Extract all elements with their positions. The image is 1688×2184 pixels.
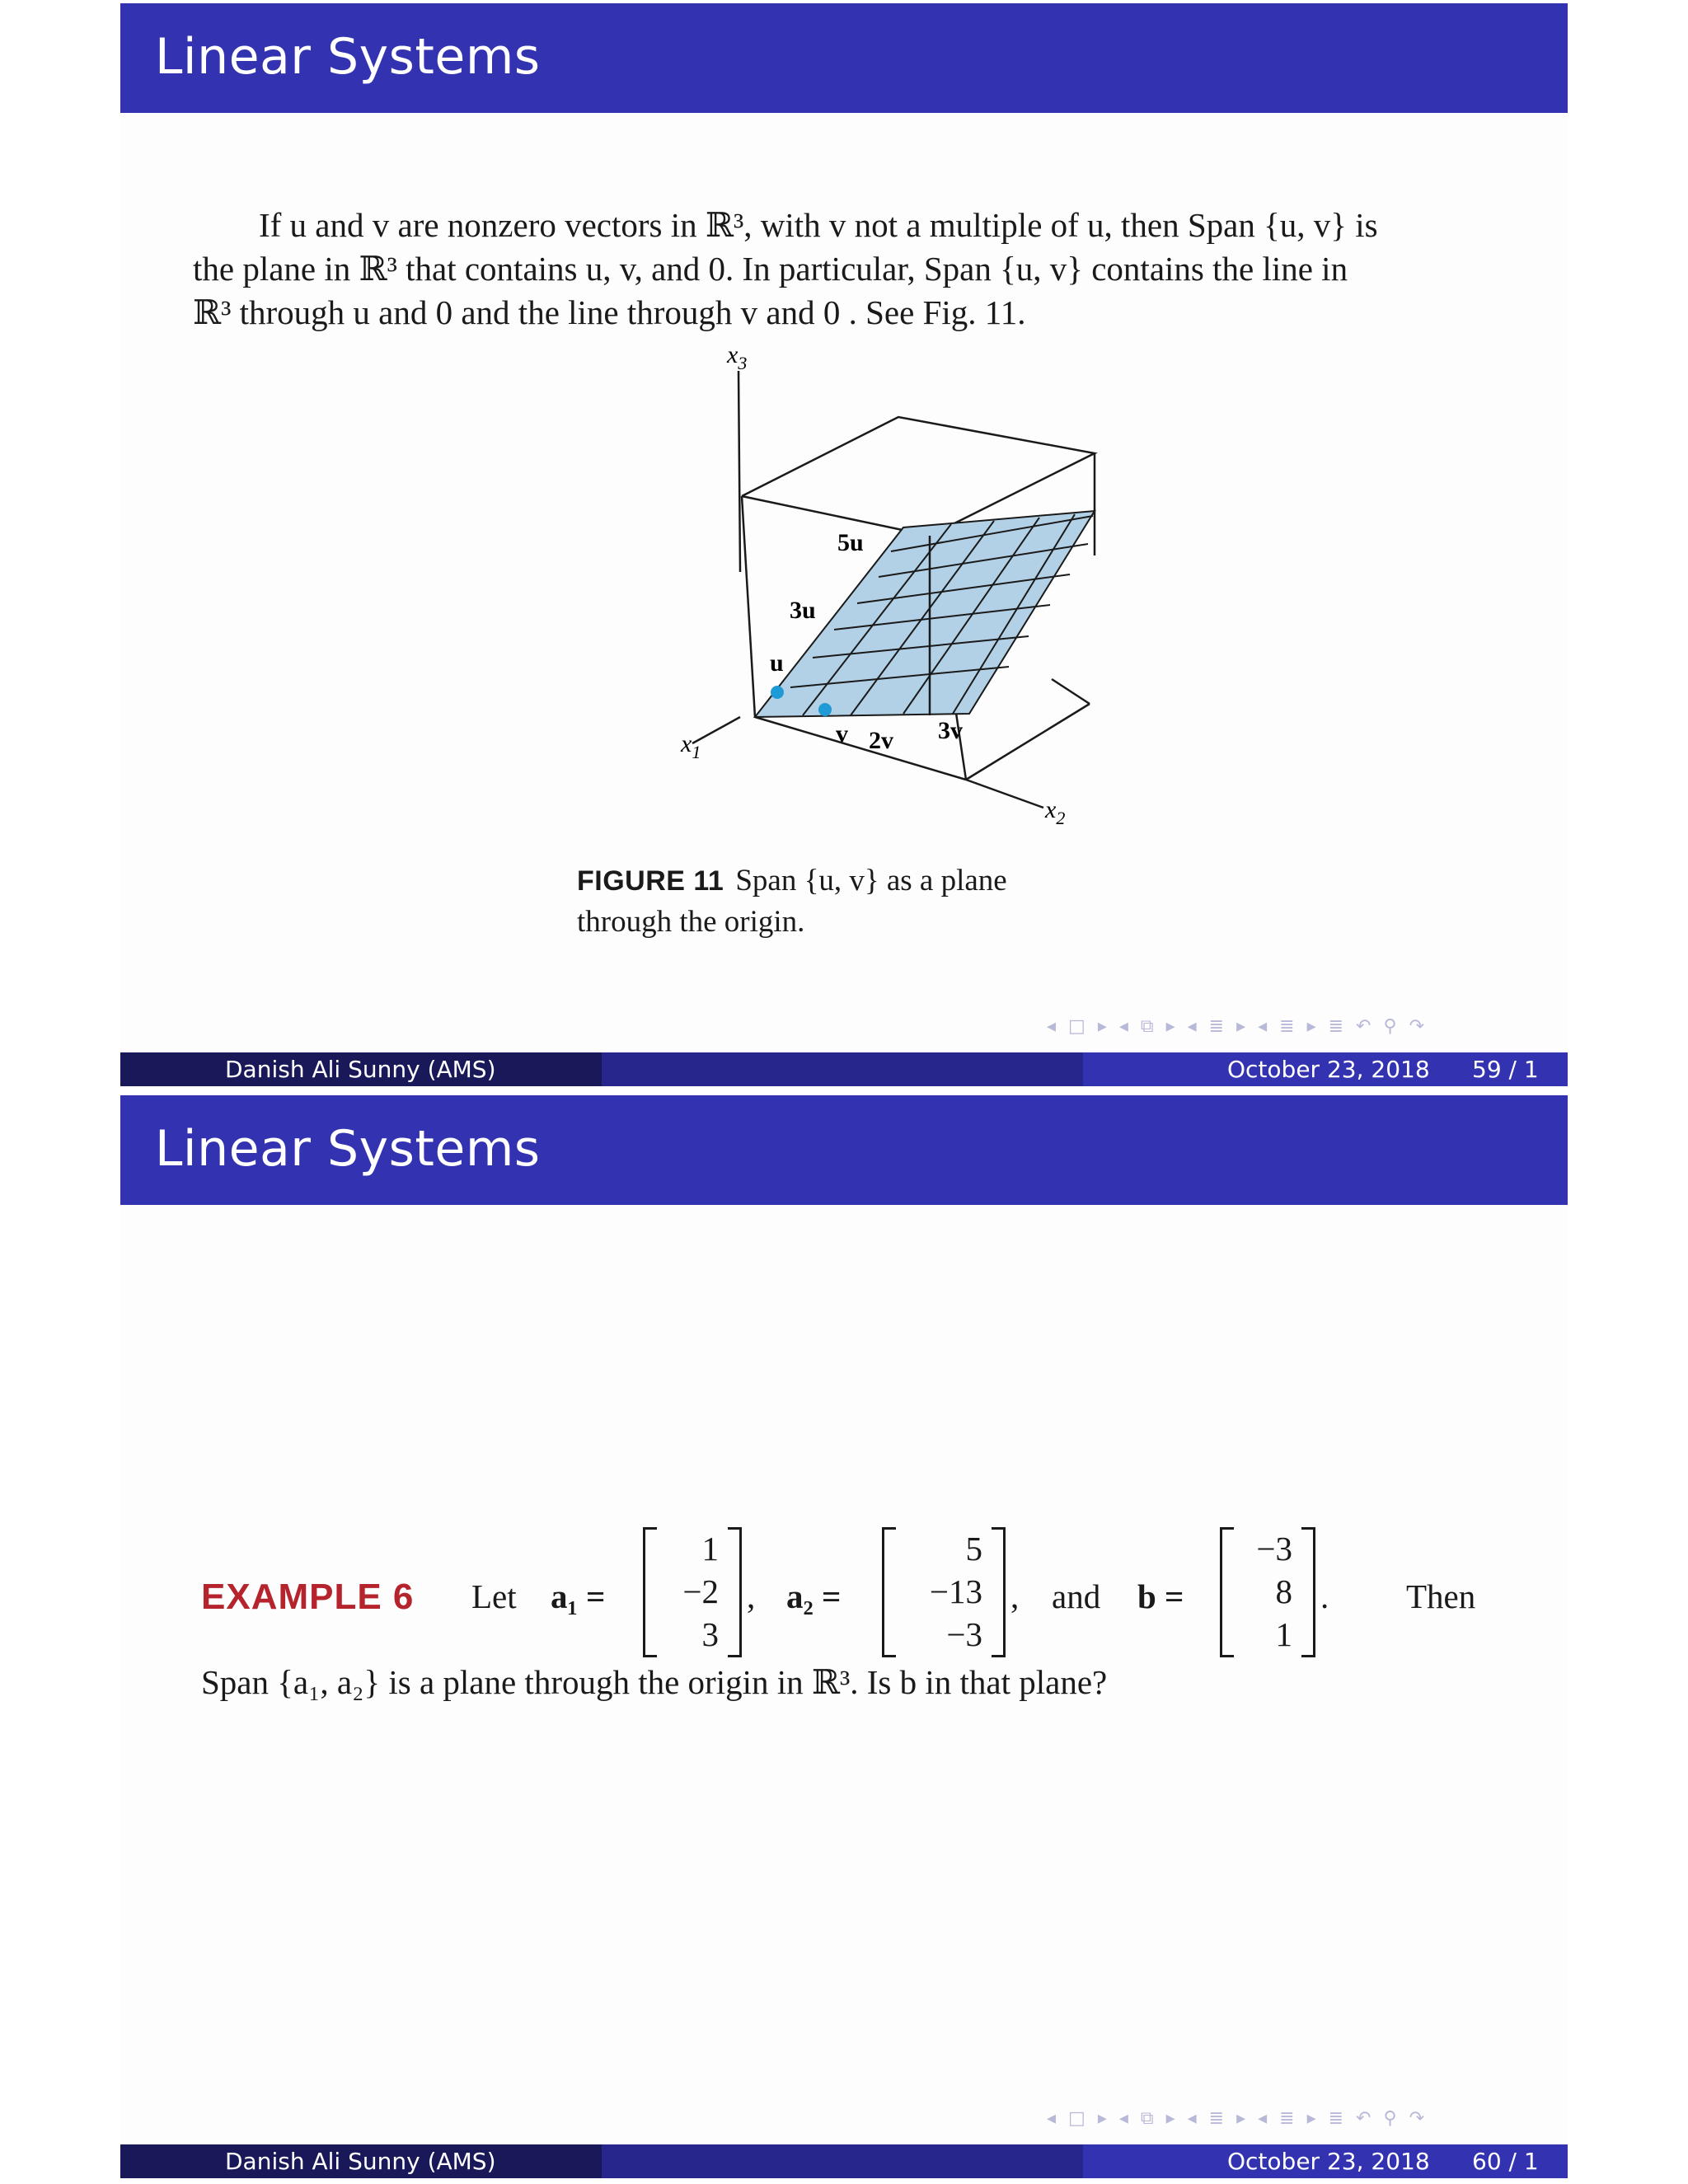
let-word: Let — [471, 1577, 517, 1615]
a2-entry-1: 5 — [965, 1530, 982, 1568]
slide-60 — [120, 1095, 1568, 2181]
beamer-navigation[interactable]: ◂ □ ▸ ◂ ⧉ ▸ ◂ ≣ ▸ ◂ ≣ ▸ ≣ ↶ ⚲ ↷ — [1047, 1016, 1428, 1037]
footer-author-section — [120, 1052, 602, 1086]
slide-title: Linear Systems — [155, 28, 541, 86]
a1-entry-2: −2 — [682, 1572, 719, 1610]
footer-middle-section — [602, 2144, 1083, 2178]
slide-footer — [120, 1052, 1568, 1086]
b-name: b = — [1137, 1577, 1184, 1615]
b-entry-3: 1 — [1275, 1615, 1292, 1653]
x2-label: $x_2$ — [1045, 796, 1066, 828]
footer-author: Danish Ali Sunny (AMS) — [225, 1056, 496, 1083]
b-entry-2: 8 — [1275, 1572, 1292, 1610]
matrix-a1 — [643, 1527, 742, 1656]
label-u: u — [770, 649, 784, 677]
figure-span-plane — [557, 341, 1151, 852]
a2-entry-3: −3 — [946, 1615, 982, 1653]
footer-date: October 23, 2018 — [1227, 1056, 1430, 1083]
footer-middle-section — [602, 1052, 1083, 1086]
label-3v: 3v — [938, 717, 963, 744]
label-2v: 2v — [869, 727, 893, 754]
point-u — [771, 686, 784, 699]
example-label: EXAMPLE 6 — [201, 1577, 415, 1617]
slide-title: Linear Systems — [155, 1120, 541, 1178]
footer-date: October 23, 2018 — [1227, 2148, 1430, 2175]
matrix-b — [1220, 1527, 1315, 1656]
x3-label: $x_3$ — [727, 341, 748, 373]
matrix-a2 — [882, 1527, 1006, 1656]
example-question: Span {a₁, a₂} is a plane through the origin in ℝ³. Is b in that plane? — [201, 1663, 1108, 1701]
footer-author-section — [120, 2144, 602, 2178]
a1-entry-3: 3 — [701, 1615, 719, 1653]
footer-date-section — [1083, 1052, 1568, 1086]
b-entry-1: −3 — [1256, 1530, 1292, 1568]
period: . — [1320, 1577, 1329, 1615]
label-5u: 5u — [837, 529, 864, 556]
plane-diagram — [557, 341, 1151, 852]
footer-date-section — [1083, 2144, 1568, 2178]
body-line-2: the plane in ℝ³ that contains u, v, and 0. In particular, Span {u, v} contains the line in — [193, 250, 1348, 288]
x3-axis — [738, 371, 740, 572]
then-word: Then — [1406, 1577, 1476, 1615]
a2-name: a₂ = — [786, 1577, 842, 1615]
and-word: and — [1052, 1577, 1101, 1615]
body-line-3: ℝ³ through u and 0 and the line through v and 0 . See Fig. 11. — [193, 293, 1026, 331]
figure-caption-label: FIGURE 11 — [577, 865, 724, 897]
footer-page-number: 60 / 1 — [1472, 2148, 1539, 2175]
slide-title-bar — [120, 3, 1568, 113]
x1-label: $x_1$ — [681, 730, 701, 762]
comma-1: , — [747, 1577, 756, 1615]
example-6 — [201, 1527, 1536, 1667]
x1-axis — [692, 717, 740, 743]
footer-page-number: 59 / 1 — [1472, 1056, 1539, 1083]
figure-caption — [577, 860, 1039, 943]
point-v — [818, 703, 832, 716]
a2-entry-2: −13 — [929, 1572, 982, 1610]
slide-footer — [120, 2144, 1568, 2178]
comma-2: , — [1010, 1577, 1020, 1615]
a1-entry-1: 1 — [701, 1530, 719, 1568]
beamer-navigation[interactable]: ◂ □ ▸ ◂ ⧉ ▸ ◂ ≣ ▸ ◂ ≣ ▸ ≣ ↶ ⚲ ↷ — [1047, 2108, 1428, 2129]
label-3u: 3u — [790, 597, 816, 624]
footer-author: Danish Ali Sunny (AMS) — [225, 2148, 496, 2175]
x2-axis — [966, 780, 1043, 808]
figure-caption-text: Span {u, v} as a plane through the origin. — [577, 864, 1007, 939]
slide-title-bar — [120, 1095, 1568, 1205]
slide-59 — [120, 3, 1568, 1089]
body-paragraph — [193, 204, 1483, 335]
label-v: v — [836, 720, 848, 748]
body-line-1: If u and v are nonzero vectors in ℝ³, with v not a multiple of u, then Span {u, v} is — [259, 206, 1378, 244]
a1-name: a₁ = — [551, 1577, 606, 1615]
